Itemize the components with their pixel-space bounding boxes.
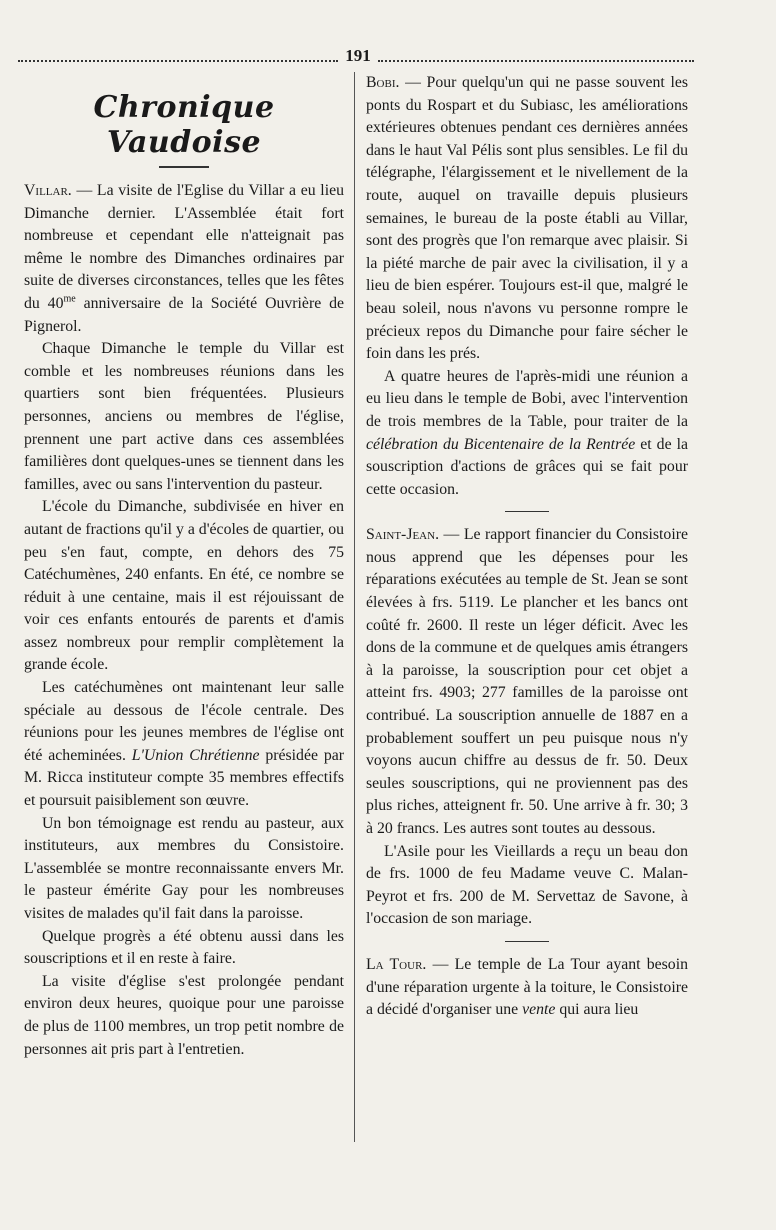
paragraph-text: — La visite de l'Eglise du Villar a eu lieu Dimanche dernier. L'Assemblée était fort nombreuse et cependant elle n'atteignait pas même le nombre des Dimanches ordinaires par suite de diverses circonstances, telles que les fêtes du 40: [24, 182, 344, 312]
paragraph-text: — Le temple de La Tour ayant besoin d'une réparation urgente à la toiture, le Consistoire a décidé d'organiser une: [366, 955, 688, 1019]
column-divider: [354, 72, 355, 1142]
paragraph-text: et de la souscription d'actions de grâces qui se fait pour cette occasion.: [366, 435, 689, 498]
place-name: La Tour.: [366, 955, 427, 973]
title-separator: [159, 166, 209, 170]
left-column: [24, 72, 344, 1061]
paragraph: La visite d'église s'est prolongée pendant environ deux heures, quoique pour une paroisse de plus de 1100 membres, un trop petit nombre de personnes ait pris part à l'entretien.: [24, 972, 344, 1058]
place-name: Bobi.: [366, 74, 400, 91]
header-rule-right: [378, 60, 694, 62]
paragraph: [24, 677, 344, 813]
section-separator: [505, 941, 549, 942]
italic-text: célébration du Bicentenaire de la Rentrée: [366, 435, 636, 453]
paragraph-la-tour: [366, 954, 688, 1022]
paragraph: [366, 366, 688, 502]
italic-text: vente: [522, 1001, 556, 1019]
page-number: 191: [345, 46, 371, 65]
paragraph-text: — Pour quelqu'un qui ne passe souvent les ponts du Rospart et du Subiasc, les améliorations extérieures obtenues pendant ces dernières années dans le haut Val Pélis sont plus sensibles. Le fil du télégraphe, l'élargissement et le nivellement de la route, auquel on travaille depuis plusieurs semaines, le bureau de la poste établi au Villar, sont des progrès que l'on remarque avec plaisir. Si la piété marche de pair avec la civilisation, il y a lieu de bien espérer. Toujours est-il que, malgré le beau soleil, nous n'avons vu personne rompre le précieux repos du Dimanche pour faire sécher le foin dans les prés.: [366, 74, 688, 363]
paragraph: Quelque progrès a été obtenu aussi dans les souscriptions et il en reste à faire.: [24, 927, 344, 968]
italic-text: L'Union Chrétienne: [131, 746, 260, 764]
header-rule-left: [18, 60, 338, 62]
paragraph-villar: [24, 180, 344, 338]
paragraph-text: A quatre heures de l'après-midi une réunion a eu lieu dans le temple de Bobi, avec l'intervention de trois membres de la Table, pour traiter de la: [366, 367, 688, 430]
paragraph: L'Asile pour les Vieillards a reçu un beau don de frs. 1000 de feu Madame veuve C. Malan-Peyrot et frs. 200 de M. Servettaz de Savone, à l'occasion de son mariage.: [366, 842, 688, 928]
paragraph: Un bon témoignage est rendu au pasteur, aux instituteurs, aux membres du Consistoire. L'assemblée se montre reconnaissante envers Mr. le pasteur émérite Gay pour les nombreuses visites de malades qu'il fait dans la paroisse.: [24, 814, 344, 922]
superscript: me: [63, 293, 76, 305]
paragraph-text: Les catéchumènes ont maintenant leur salle spéciale au dessous de l'école centrale. Des réunions pour les jeunes membres de l'église ont été acheminées.: [24, 679, 344, 764]
paragraph-bobi: [366, 72, 688, 366]
paragraph-text: présidée par M. Ricca instituteur compte 35 membres effectifs et poursuit paisiblement son œuvre.: [24, 746, 345, 810]
page-header: [18, 46, 694, 68]
place-name: Saint-Jean.: [366, 526, 440, 544]
section-separator: [505, 511, 549, 512]
paragraph: L'école du Dimanche, subdivisée en hiver en autant de fractions qu'il y a d'écoles de quartier, ou peu s'en faut, compte, en dehors des 75 Catéchumènes, 240 enfants. En été, ce nombre se réduit à une centaine, mais il est réjouissant de voir ces enfants entourés de parents et d'amis assez nombreux pour remplir complètement la grande école.: [24, 498, 345, 674]
section-title: Chronique Vaudoise: [93, 90, 275, 160]
paragraph: Chaque Dimanche le temple du Villar est comble et les nombreuses réunions dans les quartiers sont bien fréquentées. Plusieurs personnes, anciens ou membres de l'église, prennent une part active dans ces assemblées familières dont quelques-unes se tiennent dans les familles, avec ou sans l'intervention du pasteur.: [24, 340, 344, 493]
paragraph-text: qui aura lieu: [555, 1001, 639, 1019]
place-name: Villar.: [24, 182, 72, 199]
paragraph-saint-jean: [366, 524, 688, 840]
paragraph-text: — Le rapport financier du Consistoire nous apprend que les dépenses pour les réparations exécutées au temple de St. Jean se sont élevées à frs. 5119. Le plancher et les bancs ont coûté fr. 2600. Il reste un léger déficit. Avec les dons de la commune et de quelques amis étrangers à la paroisse, la souscription pour cet objet a atteint frs. 4903; 277 familles de la paroisse ont contribué. La souscription annuelle de 1887 en a probablement souffert un peu puisque nous n'y voyons aucun chiffre au dessus de fr. 50. Deux seules souscriptions, qui ne proviennent pas des plus riches, atteignent fr. 50. Une arrive à fr. 30; 3 à 20 francs. Les autres sont toutes au dessous.: [366, 526, 688, 837]
right-column: [366, 72, 688, 1022]
paragraph-text: anniversaire de la Société Ouvrière de Pignerol.: [24, 294, 344, 335]
